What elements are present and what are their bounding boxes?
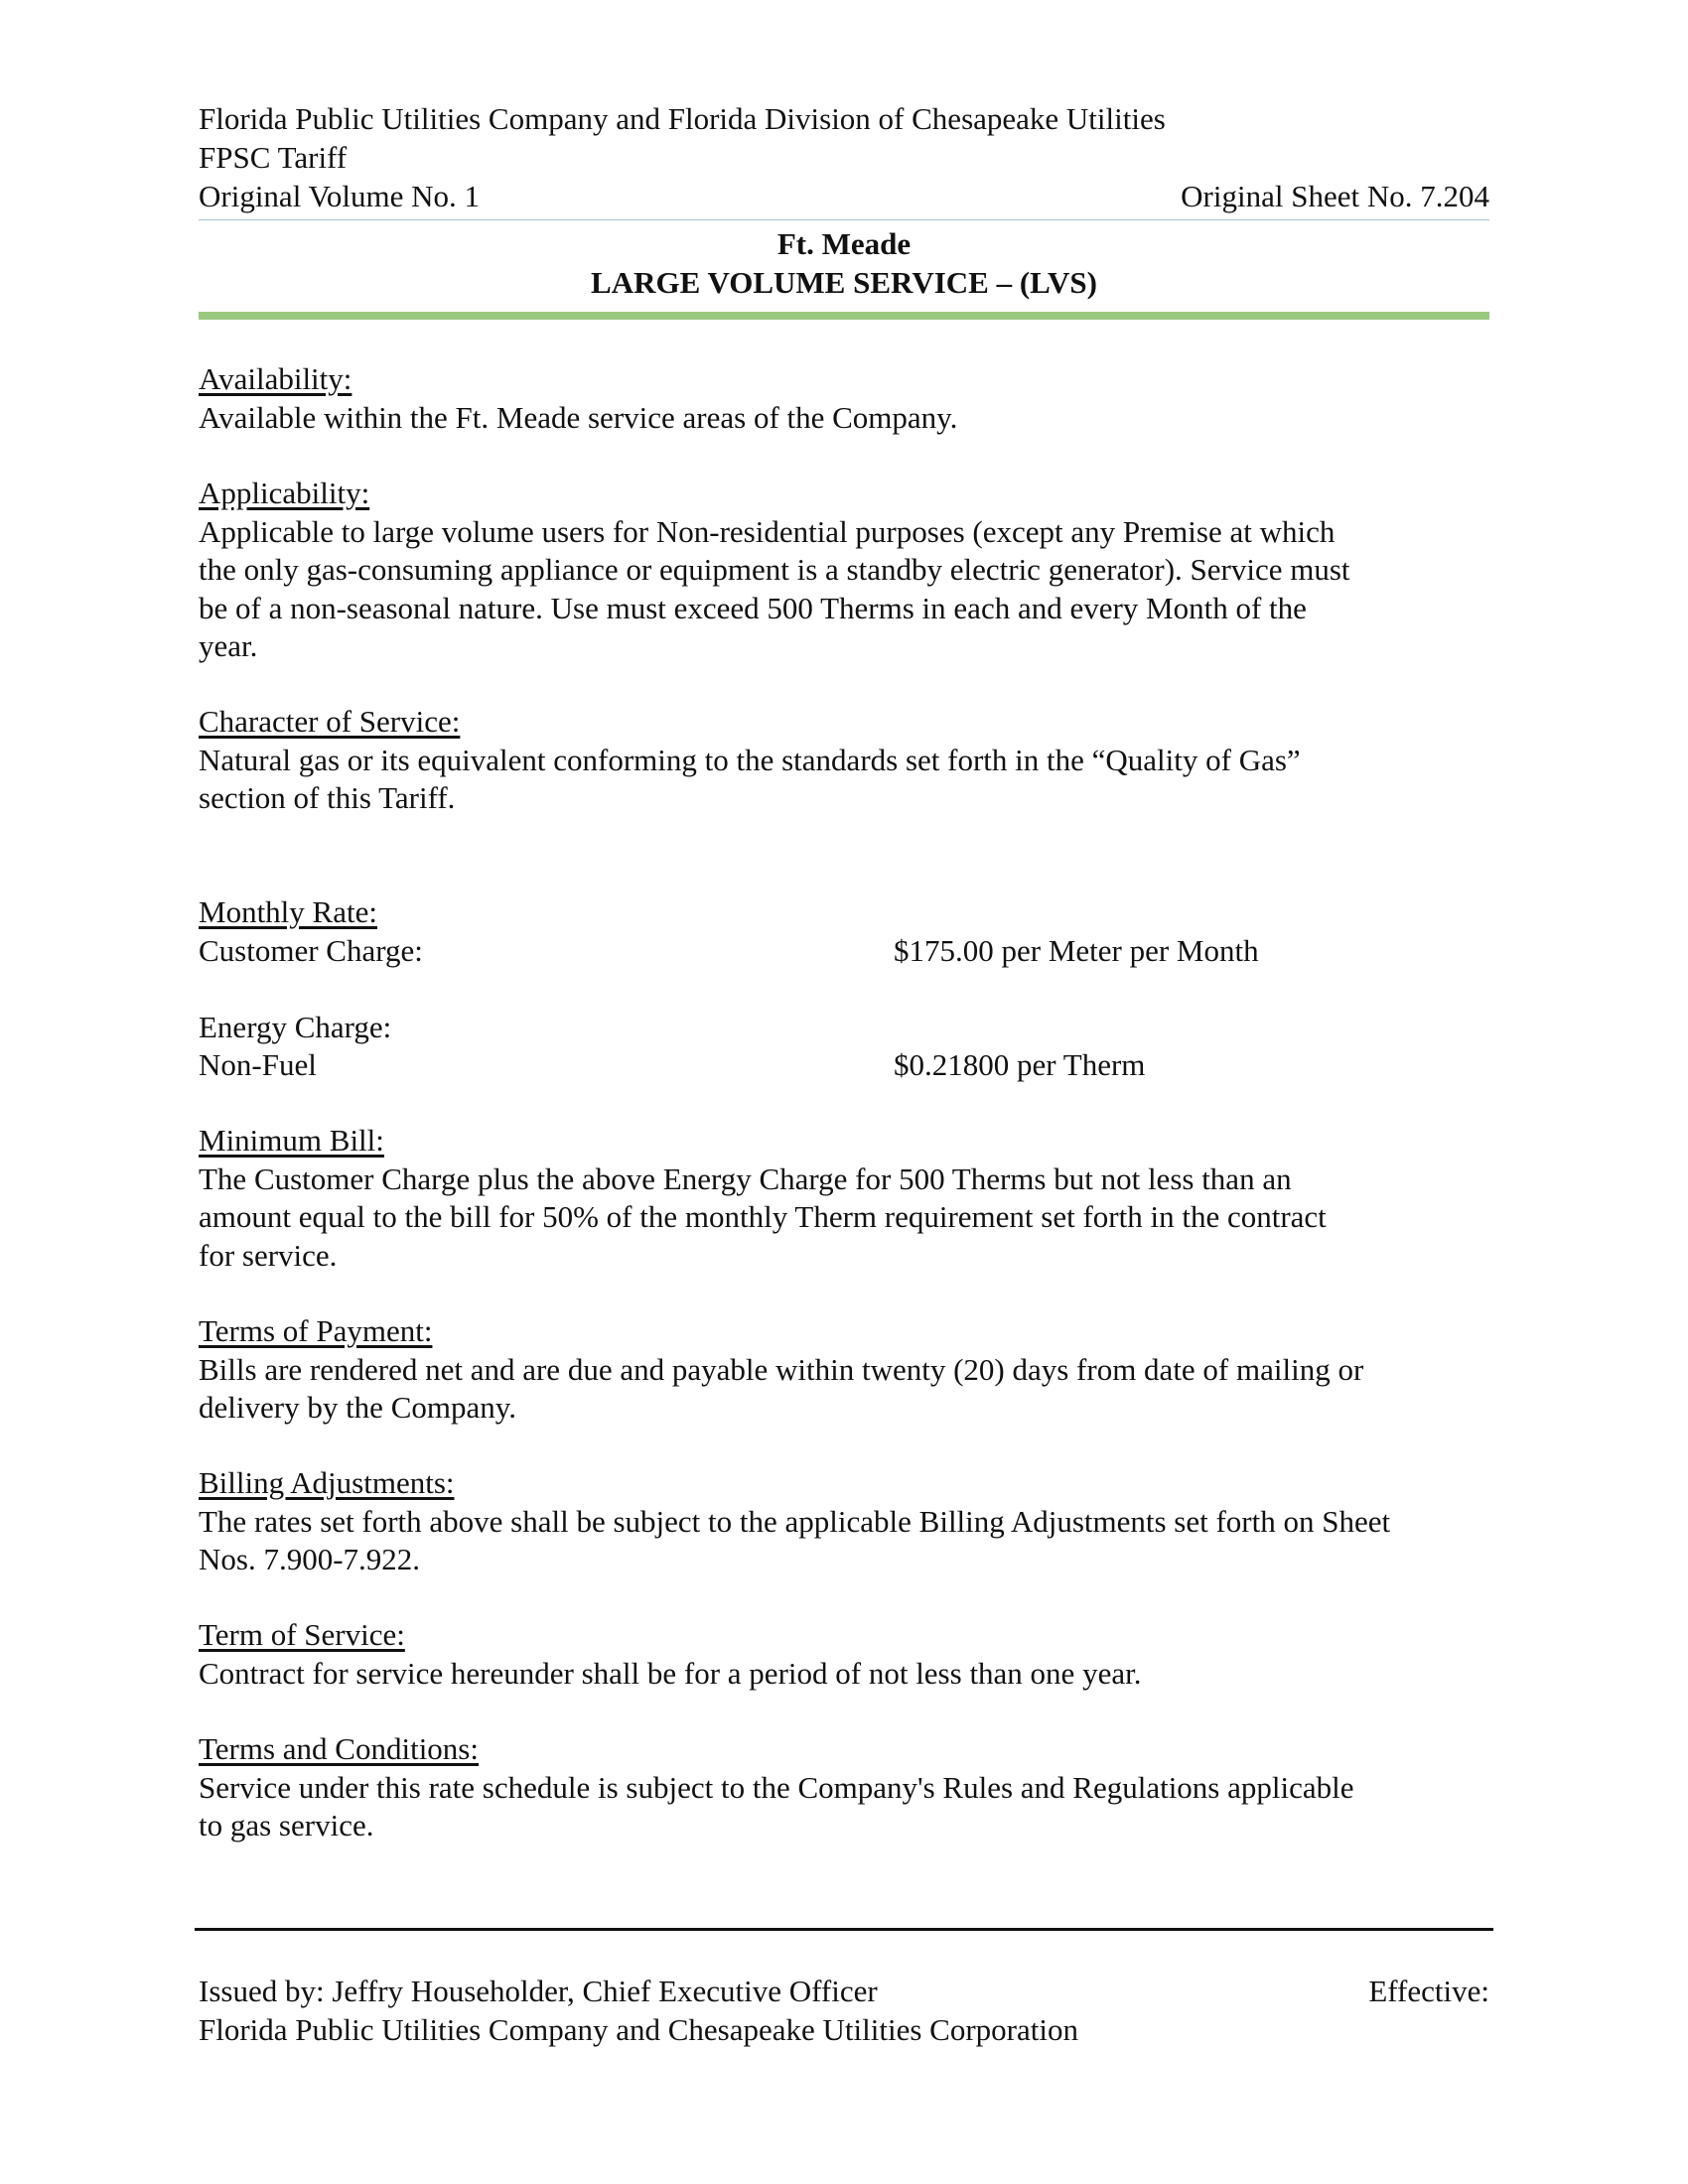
terms-and-conditions-line: to gas service.	[199, 1808, 374, 1843]
title-service: LARGE VOLUME SERVICE – (LVS)	[591, 265, 1097, 300]
footer-company: Florida Public Utilities Company and Chesapeake Utilities Corporation	[199, 2012, 1078, 2047]
non-fuel-value: $0.21800 per Therm	[894, 1047, 1146, 1082]
minimum-bill-line: for service.	[199, 1237, 338, 1273]
terms-of-payment-line: delivery by the Company.	[199, 1390, 516, 1425]
customer-charge-value: $175.00 per Meter per Month	[894, 932, 1259, 968]
terms-of-payment-line: Bills are rendered net and are due and payable within twenty (20) days from date of mailing or	[199, 1351, 1364, 1387]
footer-divider	[195, 1928, 1493, 1931]
customer-charge-row	[199, 932, 1489, 971]
applicability-line: year.	[199, 628, 258, 663]
applicability-heading: Applicability:	[199, 476, 370, 510]
section-character-of-service	[199, 703, 1489, 818]
title-location: Ft. Meade	[776, 226, 912, 261]
availability-text: Available within the Ft. Meade service areas of the Company.	[199, 399, 958, 435]
section-availability	[199, 360, 1489, 437]
minimum-bill-heading: Minimum Bill:	[199, 1123, 384, 1158]
customer-charge-label: Customer Charge:	[199, 932, 423, 968]
monthly-rate-heading: Monthly Rate:	[199, 894, 377, 929]
applicability-line: Applicable to large volume users for Non-residential purposes (except any Premise at which	[199, 513, 1336, 549]
character-heading: Character of Service:	[199, 704, 461, 739]
footer	[199, 1972, 1489, 2049]
section-terms-and-conditions	[199, 1730, 1489, 1845]
header-volume-row	[199, 177, 1489, 215]
billing-adjustments-heading: Billing Adjustments:	[199, 1465, 455, 1500]
footer-issued-row	[199, 1972, 1489, 2010]
section-terms-of-payment	[199, 1312, 1489, 1428]
minimum-bill-line: amount equal to the bill for 50% of the monthly Therm requirement set forth in the contract	[199, 1199, 1327, 1234]
non-fuel-row	[199, 1046, 1489, 1085]
section-minimum-bill	[199, 1122, 1489, 1275]
energy-charge-label: Energy Charge:	[199, 1009, 392, 1044]
header-company: Florida Public Utilities Company and Florida Division of Chesapeake Utilities	[199, 101, 1166, 136]
section-applicability	[199, 475, 1489, 666]
section-billing-adjustments	[199, 1464, 1489, 1579]
billing-adjustments-line: Nos. 7.900-7.922.	[199, 1542, 421, 1576]
billing-adjustments-line: The rates set forth above shall be subject to the applicable Billing Adjustments set forth on Sheet	[199, 1503, 1391, 1539]
section-monthly-rate	[199, 893, 1489, 1085]
character-line: Natural gas or its equivalent conforming to the standards set forth in the “Quality of Gas”	[199, 742, 1301, 777]
character-line: section of this Tariff.	[199, 780, 456, 815]
document-page	[199, 99, 1489, 320]
header-sheet-number: Original Sheet No. 7.204	[1181, 179, 1489, 213]
term-of-service-line: Contract for service hereunder shall be for a period of not less than one year.	[199, 1655, 1142, 1691]
footer-effective: Effective:	[1368, 1974, 1489, 2008]
terms-and-conditions-heading: Terms and Conditions:	[199, 1731, 479, 1766]
footer-issued-by: Issued by: Jeffry Householder, Chief Executive Officer	[199, 1974, 878, 2008]
title-divider	[199, 312, 1489, 320]
applicability-line: the only gas-consuming appliance or equipment is a standby electric generator). Service must	[199, 552, 1350, 587]
header-tariff: FPSC Tariff	[199, 140, 348, 175]
minimum-bill-line: The Customer Charge plus the above Energy Charge for 500 Therms but not less than an	[199, 1160, 1292, 1196]
non-fuel-label: Non-Fuel	[199, 1047, 317, 1082]
availability-heading: Availability:	[199, 361, 352, 396]
header-volume: Original Volume No. 1	[199, 179, 481, 213]
title-block	[199, 224, 1489, 302]
terms-of-payment-heading: Terms of Payment:	[199, 1313, 433, 1348]
applicability-line: be of a non-seasonal nature. Use must exceed 500 Therms in each and every Month of the	[199, 590, 1307, 625]
terms-and-conditions-line: Service under this rate schedule is subject to the Company's Rules and Regulations applicable	[199, 1769, 1354, 1805]
section-term-of-service	[199, 1616, 1489, 1693]
term-of-service-heading: Term of Service:	[199, 1617, 405, 1652]
header-divider	[199, 219, 1489, 220]
